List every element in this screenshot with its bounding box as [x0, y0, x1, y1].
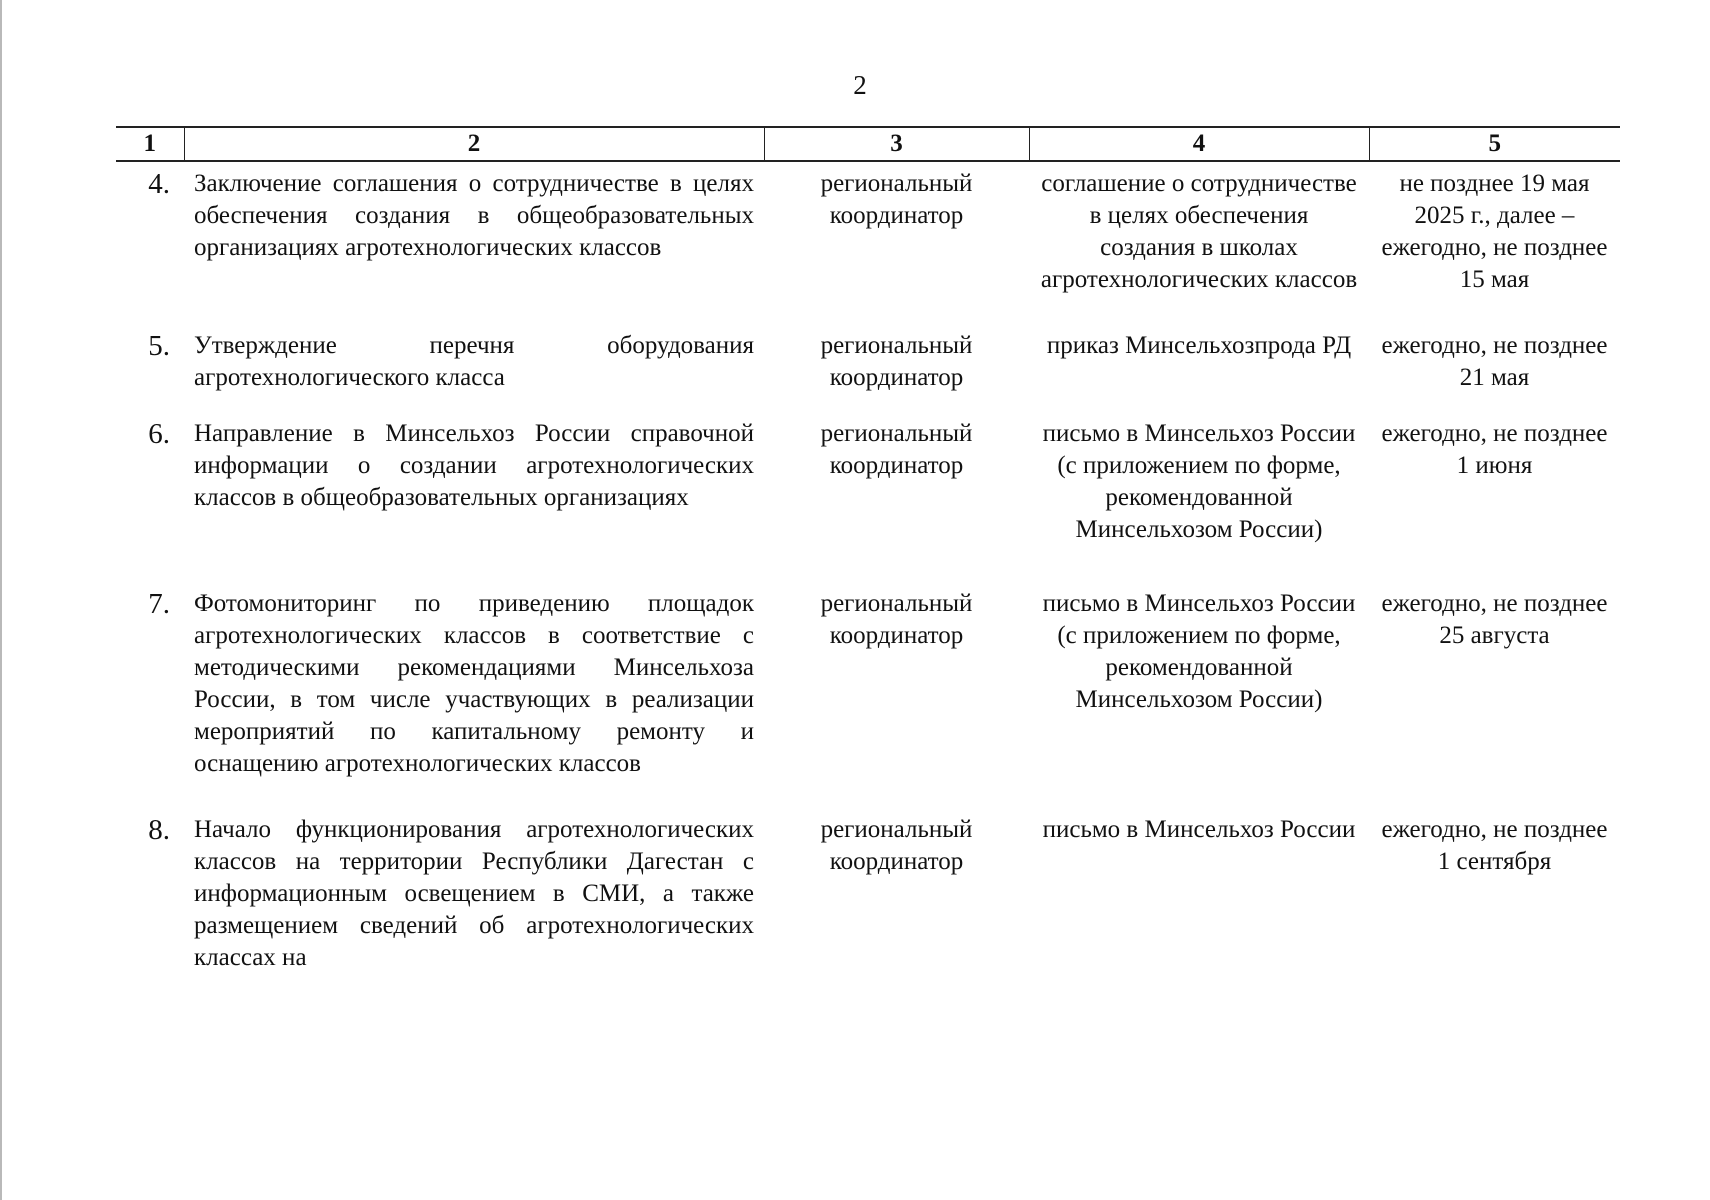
column-header-1: 1 — [116, 127, 184, 161]
table-row — [116, 582, 1620, 808]
row-deadline: ежегодно, не позднее 25 августа — [1381, 590, 1608, 649]
header-row — [116, 127, 1620, 161]
column-header-3: 3 — [764, 127, 1029, 161]
row-number: 7. — [148, 588, 170, 620]
row-deadline: ежегодно, не позднее 1 июня — [1381, 420, 1608, 479]
table-body — [116, 161, 1620, 974]
page-number: 2 — [853, 70, 867, 100]
scan-edge — [0, 0, 2, 1200]
row-responsible: региональный координатор — [820, 816, 973, 875]
row-responsible: региональный координатор — [820, 420, 973, 479]
column-header-5: 5 — [1369, 127, 1620, 161]
row-number: 6. — [148, 418, 170, 450]
table-row — [116, 808, 1620, 974]
row-result: соглашение о сотрудничестве в целях обеспечения создания в школах агротехнологических классов — [1040, 170, 1358, 293]
measures-table — [116, 126, 1620, 974]
row-deadline: не позднее 19 мая 2025 г., далее – ежегодно, не позднее 15 мая — [1381, 170, 1608, 293]
column-header-4: 4 — [1029, 127, 1369, 161]
row-action: Заключение соглашения о сотрудничестве в целях обеспечения создания в общеобразовательных организациях агротехнологических классов — [194, 170, 754, 261]
row-result: письмо в Минсельхоз России (с приложением по форме, рекомендованной Минсельхозом России) — [1042, 590, 1356, 713]
row-number: 8. — [148, 814, 170, 846]
row-deadline: ежегодно, не позднее 1 сентября — [1381, 816, 1608, 875]
row-action: Направление в Минсельхоз России справочной информации о создании агротехнологических классов в общеобразовательных организациях — [194, 420, 754, 511]
row-responsible: региональный координатор — [820, 332, 973, 391]
row-responsible: региональный координатор — [820, 590, 973, 649]
row-result: письмо в Минсельхоз России (с приложением по форме, рекомендованной Минсельхозом России) — [1042, 420, 1356, 543]
row-action: Начало функционирования агротехнологических классов на территории Республики Дагестан с информационным освещением в СМИ, а также размещением сведений об агротехнологических классах на — [194, 816, 754, 971]
table-row — [116, 161, 1620, 324]
row-deadline: ежегодно, не позднее 21 мая — [1381, 332, 1608, 391]
row-number: 5. — [148, 330, 170, 362]
row-result: письмо в Минсельхоз России — [1042, 816, 1356, 843]
row-action: Утверждение перечня оборудования агротехнологического класса — [194, 332, 754, 391]
row-result: приказ Минсельхозпрода РД — [1046, 332, 1352, 359]
row-action: Фотомониторинг по приведению площадок агротехнологических классов в соответствие с методическими рекомендациями Минсельхоза России, в том числе участвующих в реализации мероприятий по капитальному ремонту и оснащению агротехнологических классов — [194, 590, 754, 777]
row-number: 4. — [148, 168, 170, 200]
table-row — [116, 412, 1620, 582]
row-responsible: региональный координатор — [820, 170, 973, 229]
table-row — [116, 324, 1620, 412]
table-header — [116, 127, 1620, 161]
column-header-2: 2 — [184, 127, 764, 161]
